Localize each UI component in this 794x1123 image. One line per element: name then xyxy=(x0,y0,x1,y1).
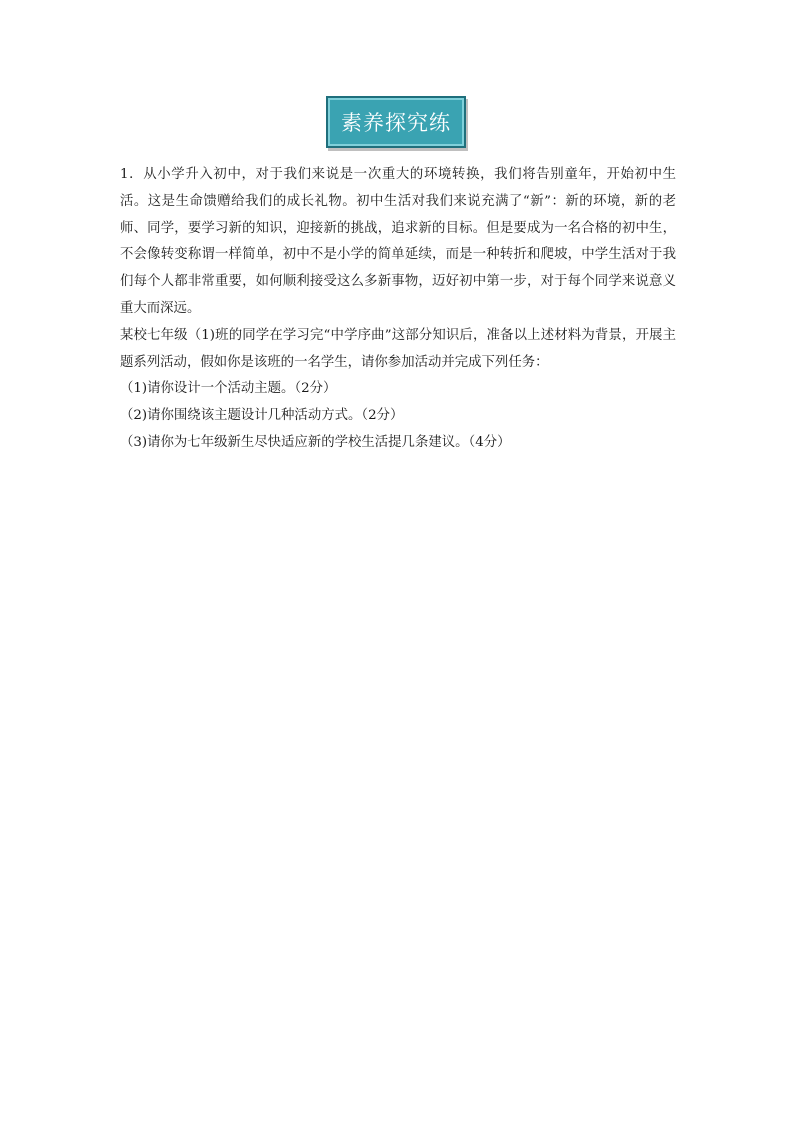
task-item-1: （1)请你设计一个活动主题。（2分） xyxy=(120,381,337,397)
question-intro-text: 从小学升入初中，对于我们来说是一次重大的环境转换，我们将告别童年，开始初中生活。这是生命馈赠给我们的成长礼物。初中生活对我们来说充满了“新”：新的环境，新的老师、同学，要学习新的知识，迎接新的挑战，追求新的目标。但是要成为一名合格的初中生，不会像转变称谓一样简单，初中不是小学的简单延续，而是一种转折和爬坡，中学生活对于我们每个人都非常重要，如何顺利接受这么多新事物，迈好初中第一步，对于每个同学来说意义重大而深远。 xyxy=(120,167,676,316)
question-number: 1． xyxy=(120,167,144,182)
task-item-2: （2)请你围绕该主题设计几种活动方式。（2分） xyxy=(120,408,404,424)
question-intro-paragraph xyxy=(120,162,676,323)
task-item-3: （3)请你为七年级新生尽快适应新的学校生活提几条建议。（4分） xyxy=(120,434,511,450)
section-title-box xyxy=(326,96,466,148)
question-context: 某校七年级（1)班的同学在学习完“中学序曲”这部分知识后，准备以上述材料为背景，开展主题系列活动，假如你是该班的一名学生，请你参加活动并完成下列任务： xyxy=(120,327,676,370)
section-title: 素养探究练 xyxy=(341,111,451,135)
question-content xyxy=(120,162,676,457)
